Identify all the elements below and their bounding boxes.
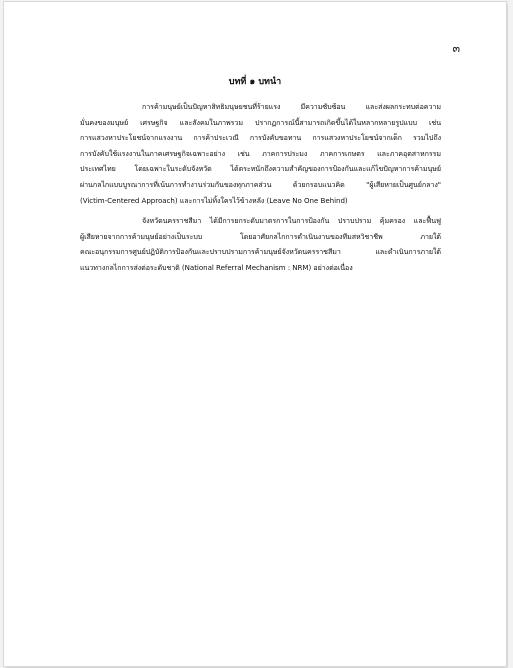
scrollbar-track[interactable]	[508, 0, 513, 668]
text-line: คณะอนุกรรมการศูนย์ปฏิบัติการป้องกันและปราบปรามการค้ามนุษย์จังหวัดนครราชสีมา และดำเนินการภายใต้	[80, 247, 441, 257]
text-line: การค้ามนุษย์เป็นปัญหาสิทธิมนุษยชนที่ร้ายแรง มีความซับซ้อน และส่งผลกระทบต่อความ	[142, 102, 441, 111]
text-line: มั่นคงของมนุษย์ เศรษฐกิจ และสังคมในภาพรวม ปรากฏการณ์นี้สามารถเกิดขึ้นได้ในหลากหลายรูปแบบ เช่น	[80, 117, 441, 127]
text-line: แนวทางกลไกการส่งต่อระดับชาติ (National Referral Mechanism : NRM) อย่างต่อเนื่อง	[80, 262, 353, 272]
text-line: จังหวัดนครราชสีมา ได้มีการยกระดับมาตรการในการป้องกัน ปราบปราม คุ้มครอง และฟื้นฟู	[142, 216, 441, 226]
paragraph-1	[80, 99, 441, 208]
document-page	[4, 2, 506, 666]
chapter-title: บทที่ ๑ บทนำ	[228, 77, 282, 87]
text-line: ผ่านกลไกแบบบูรณาการที่เน้นการทำงานร่วมกันของทุกภาคส่วน ด้วยกรอบแนวคิด "ผู้เสียหายเป็นศูนย์กลาง"	[80, 179, 441, 189]
page-number: ๓	[452, 42, 460, 55]
text-line: ผู้เสียหายจากการค้ามนุษย์อย่างเป็นระบบ โดยอาศัยกลไกการดำเนินงานของทีมสหวิชาชีพ ภายใต้	[80, 231, 441, 241]
body-text	[80, 99, 441, 281]
text-line: ประเทศไทย โดยเฉพาะในระดับจังหวัด ได้ตระหนักถึงความสำคัญของการป้องกันและแก้ไขปัญหาการค้ามนุษย์	[80, 164, 441, 174]
text-line: การบังคับใช้แรงงานในภาคเศรษฐกิจเฉพาะอย่าง เช่น ภาคการประมง ภาคการเกษตร และภาคอุตสาหกรรม	[80, 148, 441, 158]
text-line: การแสวงหาประโยชน์จากแรงงาน การค้าประเวณี การบังคับขอทาน การแสวงหาประโยชน์จากเด็ก รวมไปถึง	[80, 133, 441, 143]
text-line: (Victim-Centered Approach) และการไม่ทิ้งใครไว้ข้างหลัง (Leave No One Behind)	[80, 195, 348, 205]
paragraph-2	[80, 213, 441, 275]
